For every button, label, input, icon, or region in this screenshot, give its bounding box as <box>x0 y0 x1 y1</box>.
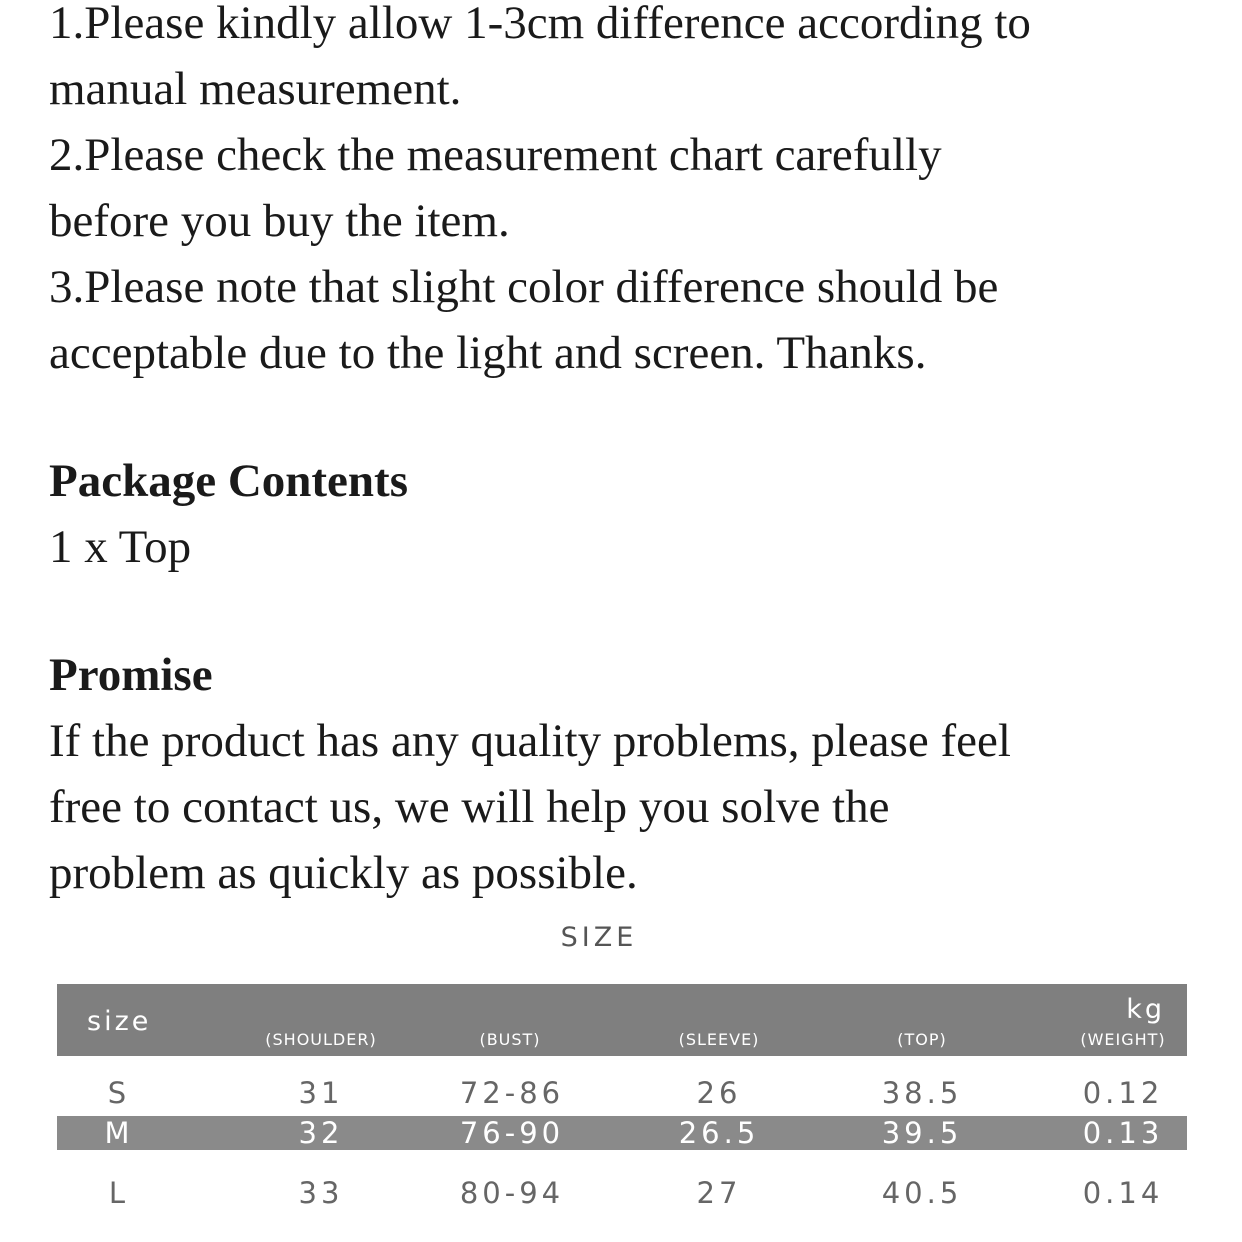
cell-size: M <box>104 1116 134 1150</box>
promise-line: free to contact us, we will help you solve the <box>49 781 890 833</box>
note-line: before you buy the item. <box>49 195 510 247</box>
note-line: 2.Please check the measurement chart carefully <box>49 129 942 181</box>
cell-size: L <box>108 1176 130 1210</box>
size-chart-header <box>57 984 1187 1056</box>
cell-shoulder: 33 <box>298 1176 344 1210</box>
cell-weight: 0.12 <box>1082 1076 1164 1110</box>
cell-shoulder: 32 <box>298 1116 344 1150</box>
table-row <box>57 1066 1187 1116</box>
table-row <box>57 1166 1187 1220</box>
cell-size: S <box>107 1076 131 1110</box>
cell-top: 38.5 <box>881 1076 963 1110</box>
promise-line: If the product has any quality problems, please feel <box>49 715 1011 767</box>
cell-weight: 0.14 <box>1082 1176 1164 1210</box>
description-text <box>49 0 1219 906</box>
cell-sleeve: 26.5 <box>678 1116 760 1150</box>
cell-bust: 72-86 <box>459 1076 565 1110</box>
size-chart-title: SIZE <box>560 922 638 953</box>
package-contents-body: 1 x Top <box>49 521 192 573</box>
header-size-label: size <box>87 1006 152 1037</box>
cell-top: 40.5 <box>881 1176 963 1210</box>
promise-line: problem as quickly as possible. <box>49 847 638 899</box>
header-unit-kg: kg <box>1126 994 1165 1025</box>
promise-heading: Promise <box>49 649 213 701</box>
header-top: (TOP) <box>897 1030 947 1049</box>
cell-bust: 80-94 <box>459 1176 565 1210</box>
note-line: 1.Please kindly allow 1-3cm difference according to <box>49 0 1031 49</box>
package-contents-heading: Package Contents <box>49 455 408 507</box>
header-shoulder: (SHOULDER) <box>265 1030 377 1049</box>
header-sleeve: (SLEEVE) <box>678 1030 760 1049</box>
table-row-highlighted <box>57 1116 1187 1150</box>
cell-top: 39.5 <box>881 1116 963 1150</box>
size-chart-table <box>57 984 1187 1220</box>
header-weight: (WEIGHT) <box>1080 1030 1166 1049</box>
note-line: 3.Please note that slight color difference should be <box>49 261 999 313</box>
cell-sleeve: 27 <box>696 1176 742 1210</box>
note-line: manual measurement. <box>49 63 462 115</box>
cell-sleeve: 26 <box>696 1076 742 1110</box>
note-line: acceptable due to the light and screen. Thanks. <box>49 327 927 379</box>
header-bust: (BUST) <box>479 1030 541 1049</box>
cell-weight: 0.13 <box>1082 1116 1164 1150</box>
cell-bust: 76-90 <box>459 1116 565 1150</box>
cell-shoulder: 31 <box>298 1076 344 1110</box>
